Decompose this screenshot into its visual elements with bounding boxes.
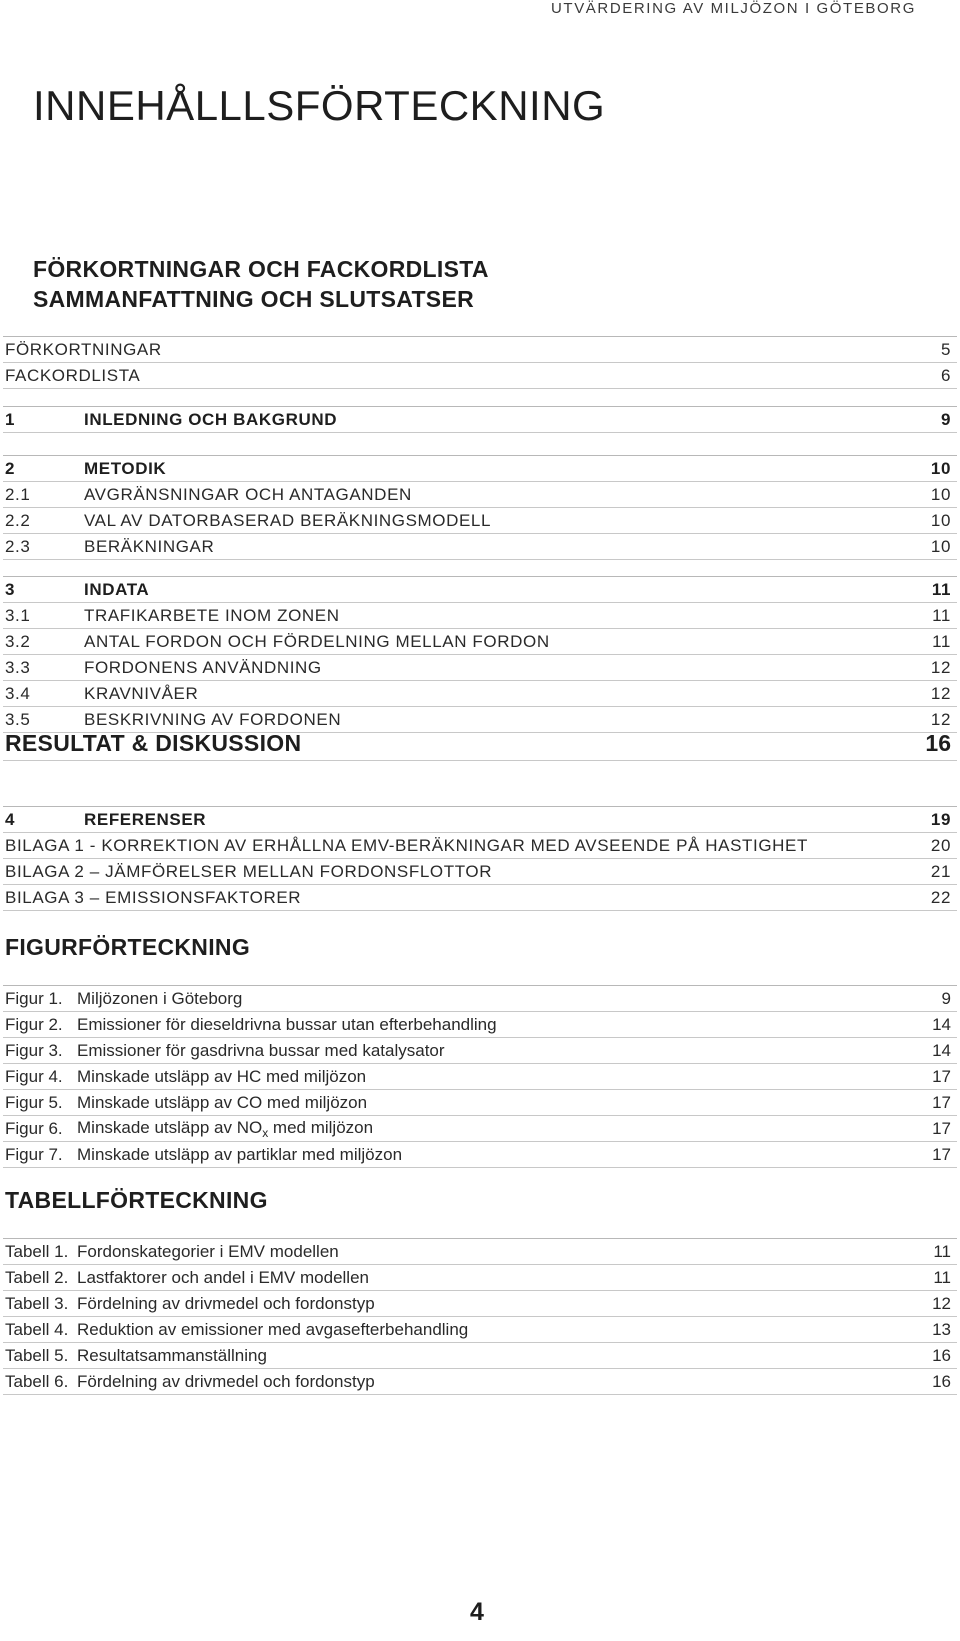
figure-list-heading: FIGURFÖRTECKNING bbox=[5, 934, 251, 960]
figure-list bbox=[3, 985, 957, 1168]
toc-results bbox=[3, 726, 957, 761]
toc-entry-label: BERÄKNINGAR bbox=[84, 536, 215, 556]
figure-page: 17 bbox=[932, 1144, 951, 1164]
toc-entry-page: 20 bbox=[930, 835, 951, 855]
table-number: Tabell 4. bbox=[5, 1319, 69, 1339]
toc-entry-page: 22 bbox=[930, 887, 951, 907]
table-label: Reduktion av emissioner med avgasefterbehandling bbox=[77, 1319, 469, 1339]
figure-entry[interactable] bbox=[3, 1090, 957, 1116]
figure-entry[interactable] bbox=[3, 1038, 957, 1064]
figure-label bbox=[77, 1118, 911, 1140]
figure-number: Figur 6. bbox=[5, 1118, 63, 1138]
table-label: Resultatsammanställning bbox=[77, 1345, 267, 1365]
figure-label: Emissioner för dieseldrivna bussar utan efterbehandling bbox=[77, 1014, 497, 1034]
figure-number: Figur 3. bbox=[5, 1040, 63, 1060]
table-list bbox=[3, 1238, 957, 1395]
toc-entry-label: TRAFIKARBETE INOM ZONEN bbox=[84, 605, 340, 625]
table-page: 12 bbox=[932, 1293, 951, 1313]
table-number: Tabell 1. bbox=[5, 1241, 69, 1261]
figure-label-text-end: med miljözon bbox=[268, 1117, 374, 1137]
toc-entry-page: 19 bbox=[930, 809, 951, 829]
table-label: Fordonskategorier i EMV modellen bbox=[77, 1241, 339, 1261]
toc-references-appendices bbox=[3, 806, 957, 911]
toc-entry-label: FORDONENS ANVÄNDNING bbox=[84, 657, 322, 677]
figure-label-text: Minskade utsläpp av NO bbox=[77, 1117, 263, 1137]
toc-entry-label: AVGRÄNSNINGAR OCH ANTAGANDEN bbox=[84, 484, 412, 504]
figure-number: Figur 2. bbox=[5, 1014, 63, 1034]
table-entry[interactable] bbox=[3, 1265, 957, 1291]
toc-entry-label: KRAVNIVÅER bbox=[84, 683, 199, 703]
figure-page: 14 bbox=[932, 1014, 951, 1034]
toc-chapter-1 bbox=[3, 406, 957, 433]
toc-entry-label: ANTAL FORDON OCH FÖRDELNING MELLAN FORDON bbox=[84, 631, 550, 651]
toc-entry[interactable] bbox=[3, 336, 957, 363]
toc-entry-number: 3.1 bbox=[5, 605, 31, 625]
table-entry[interactable] bbox=[3, 1343, 957, 1369]
toc-entry-number: 2.3 bbox=[5, 536, 31, 556]
figure-label: Minskade utsläpp av partiklar med miljözon bbox=[77, 1144, 403, 1164]
running-header: UTVÄRDERING AV MILJÖZON I GÖTEBORG bbox=[551, 0, 916, 17]
toc-entry-label: BESKRIVNING AV FORDONEN bbox=[84, 709, 342, 729]
page-title: INNEHÅLLLSFÖRTECKNING bbox=[33, 82, 606, 129]
toc-entry-number: 3 bbox=[5, 579, 16, 599]
toc-entry-page: 11 bbox=[932, 605, 951, 625]
toc-entry-number: 2.1 bbox=[5, 484, 31, 504]
table-page: 16 bbox=[932, 1371, 951, 1391]
table-number: Tabell 2. bbox=[5, 1267, 69, 1287]
toc-entry-label: FÖRKORTNINGAR bbox=[5, 339, 162, 359]
toc-entry-page: 10 bbox=[930, 510, 951, 530]
table-entry[interactable] bbox=[3, 1291, 957, 1317]
toc-entry-page: 10 bbox=[930, 458, 951, 478]
table-label: Fördelning av drivmedel och fordonstyp bbox=[77, 1371, 375, 1391]
figure-entry[interactable] bbox=[3, 985, 957, 1012]
table-page: 16 bbox=[932, 1345, 951, 1365]
toc-entry-label: REFERENSER bbox=[84, 809, 207, 829]
table-number: Tabell 6. bbox=[5, 1371, 69, 1391]
toc-entry-label: INDATA bbox=[84, 579, 150, 599]
table-label: Lastfaktorer och andel i EMV modellen bbox=[77, 1267, 369, 1287]
toc-entry-page: 12 bbox=[930, 709, 951, 729]
toc-entry-number: 3.5 bbox=[5, 709, 31, 729]
toc-entry-page: 11 bbox=[931, 579, 951, 599]
toc-appendix-entry[interactable] bbox=[3, 885, 957, 911]
toc-entry-number: 1 bbox=[5, 409, 16, 429]
toc-entry-label: BILAGA 2 – JÄMFÖRELSER MELLAN FORDONSFLOTTOR bbox=[5, 861, 493, 881]
toc-entry-number: 4 bbox=[5, 809, 16, 829]
toc-entry[interactable] bbox=[3, 655, 957, 681]
table-entry[interactable] bbox=[3, 1369, 957, 1395]
toc-entry-label: VAL AV DATORBASERAD BERÄKNINGSMODELL bbox=[84, 510, 492, 530]
toc-entry-label: BILAGA 3 – EMISSIONSFAKTORER bbox=[5, 887, 302, 907]
toc-entry-page: 5 bbox=[940, 339, 951, 359]
toc-chapter-entry[interactable] bbox=[3, 455, 957, 482]
toc-chapter-3 bbox=[3, 576, 957, 733]
toc-entry-label: FACKORDLISTA bbox=[5, 365, 141, 385]
toc-appendix-entry[interactable] bbox=[3, 859, 957, 885]
table-page: 11 bbox=[933, 1267, 951, 1287]
figure-page: 17 bbox=[932, 1066, 951, 1086]
toc-entry[interactable] bbox=[3, 363, 957, 389]
table-entry[interactable] bbox=[3, 1238, 957, 1265]
heading-abbreviations-glossary: FÖRKORTNINGAR OCH FACKORDLISTA bbox=[33, 256, 489, 282]
toc-entry-number: 2.2 bbox=[5, 510, 31, 530]
toc-chapter-entry[interactable] bbox=[3, 806, 957, 833]
table-number: Tabell 5. bbox=[5, 1345, 69, 1365]
figure-entry[interactable] bbox=[3, 1012, 957, 1038]
toc-appendix-entry[interactable] bbox=[3, 833, 957, 859]
figure-number: Figur 1. bbox=[5, 988, 63, 1008]
toc-entry[interactable] bbox=[3, 508, 957, 534]
toc-entry[interactable] bbox=[3, 629, 957, 655]
table-page: 13 bbox=[932, 1319, 951, 1339]
figure-label: Emissioner för gasdrivna bussar med katalysator bbox=[77, 1040, 445, 1060]
toc-chapter-entry[interactable] bbox=[3, 406, 957, 433]
toc-entry-page: 21 bbox=[930, 861, 951, 881]
figure-label: Minskade utsläpp av HC med miljözon bbox=[77, 1066, 367, 1086]
figure-number: Figur 5. bbox=[5, 1092, 63, 1112]
page-number: 4 bbox=[470, 1598, 484, 1626]
toc-entry-number: 3.2 bbox=[5, 631, 31, 651]
toc-entry-page: 11 bbox=[932, 631, 951, 651]
table-page: 11 bbox=[933, 1241, 951, 1261]
toc-entry-label: METODIK bbox=[84, 458, 167, 478]
table-label: Fördelning av drivmedel och fordonstyp bbox=[77, 1293, 375, 1313]
toc-entry-label: BILAGA 1 - KORREKTION AV ERHÅLLNA EMV-BERÄKNINGAR MED AVSEENDE PÅ HASTIGHET bbox=[5, 835, 808, 855]
toc-entry-label: INLEDNING OCH BAKGRUND bbox=[84, 409, 338, 429]
toc-results-page: 16 bbox=[925, 729, 951, 756]
figure-number: Figur 7. bbox=[5, 1144, 63, 1164]
toc-entry[interactable] bbox=[3, 534, 957, 560]
toc-chapter-2 bbox=[3, 455, 957, 560]
toc-entry[interactable] bbox=[3, 482, 957, 508]
table-list-heading: TABELLFÖRTECKNING bbox=[5, 1187, 268, 1213]
figure-entry[interactable] bbox=[3, 1116, 957, 1142]
toc-entry-page: 9 bbox=[940, 409, 951, 429]
toc-entry-page: 12 bbox=[930, 683, 951, 703]
figure-page: 9 bbox=[941, 988, 951, 1008]
toc-entry-number: 2 bbox=[5, 458, 16, 478]
table-number: Tabell 3. bbox=[5, 1293, 69, 1313]
table-entry[interactable] bbox=[3, 1317, 957, 1343]
toc-entry-page: 10 bbox=[930, 536, 951, 556]
toc-entry-number: 3.3 bbox=[5, 657, 31, 677]
figure-entry[interactable] bbox=[3, 1064, 957, 1090]
figure-page: 17 bbox=[932, 1092, 951, 1112]
toc-entry-number: 3.4 bbox=[5, 683, 31, 703]
toc-chapter-entry[interactable] bbox=[3, 576, 957, 603]
figure-label: Minskade utsläpp av CO med miljözon bbox=[77, 1092, 368, 1112]
toc-entry[interactable] bbox=[3, 603, 957, 629]
figure-label: Miljözonen i Göteborg bbox=[77, 988, 243, 1008]
toc-results-label: RESULTAT & DISKUSSION bbox=[5, 729, 302, 756]
figure-number: Figur 4. bbox=[5, 1066, 63, 1086]
toc-results-entry[interactable] bbox=[3, 726, 957, 761]
toc-entry-page: 6 bbox=[940, 365, 951, 385]
figure-entry[interactable] bbox=[3, 1142, 957, 1168]
subscript-x: x bbox=[262, 1125, 269, 1140]
heading-summary-conclusions: SAMMANFATTNING OCH SLUTSATSER bbox=[33, 286, 474, 312]
toc-entry-page: 12 bbox=[930, 657, 951, 677]
toc-entry[interactable] bbox=[3, 681, 957, 707]
figure-page: 14 bbox=[932, 1040, 951, 1060]
figure-page: 17 bbox=[932, 1118, 951, 1138]
toc-front-matter bbox=[3, 336, 957, 389]
toc-entry-page: 10 bbox=[930, 484, 951, 504]
